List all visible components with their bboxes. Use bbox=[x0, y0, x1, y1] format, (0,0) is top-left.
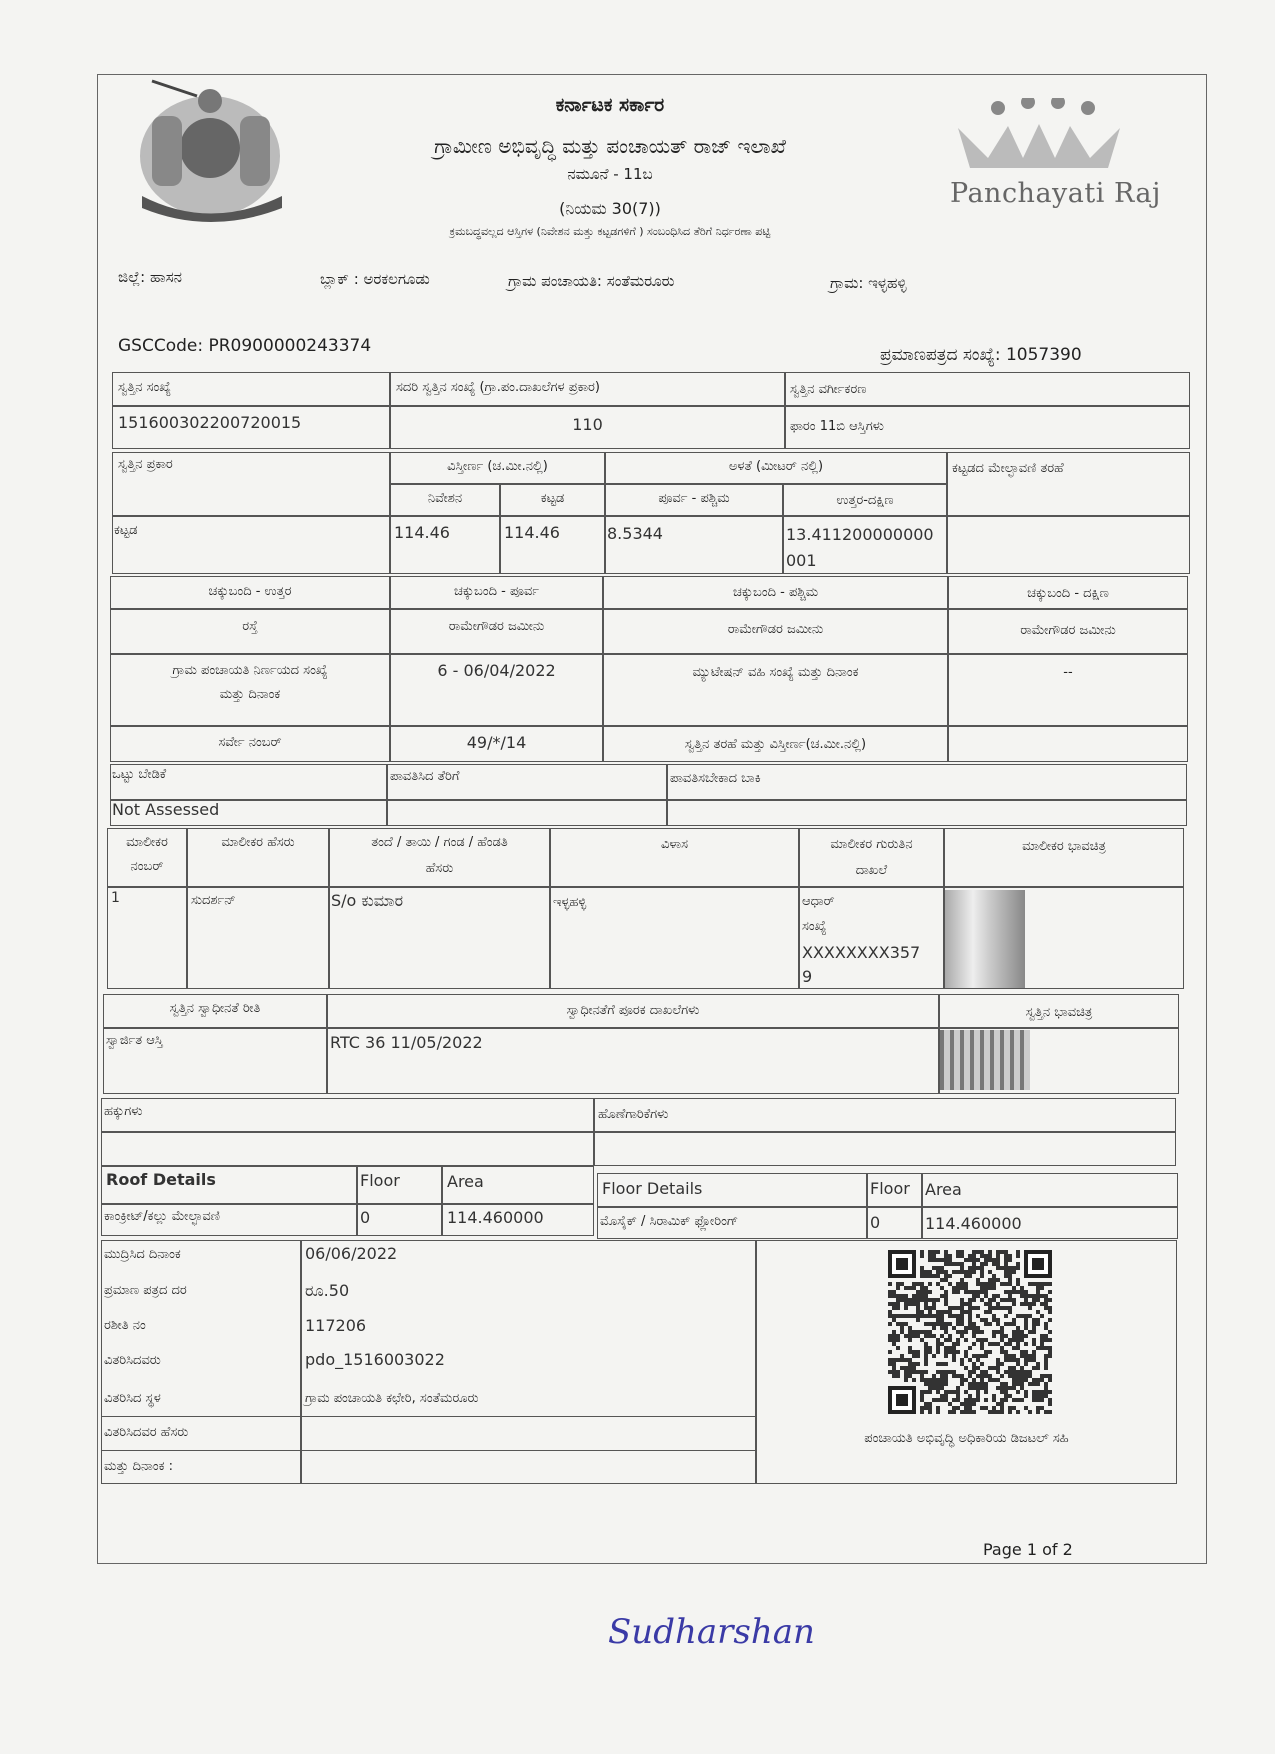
north-south-value-1: 13.411200000000 bbox=[786, 525, 934, 544]
old-number-label: ಸದರಿ ಸ್ವತ್ತಿನ ಸಂಖ್ಯೆ (ಗ್ರಾ.ಪಂ.ದಾಖಲೆಗಳ ಪ್ರಕಾರ) bbox=[396, 380, 600, 395]
resolution-value: 6 - 06/04/2022 bbox=[437, 661, 556, 680]
roof-type-value: ಕಾಂಕ್ರೀಟ್/ಕಲ್ಲು ಮೇಲ್ಛಾವಣಿ bbox=[104, 1209, 220, 1224]
header-form: ನಮೂನೆ - 11ಬ bbox=[567, 165, 653, 183]
floor-floor-header: Floor bbox=[870, 1179, 910, 1198]
building-area-value: 114.46 bbox=[504, 523, 560, 542]
owner-id-value-1: ಆಧಾರ್ bbox=[802, 894, 835, 909]
receipt-label: ರಶೀತಿ ನಂ bbox=[104, 1318, 146, 1333]
resolution-label-1: ಗ್ರಾಮ ಪಂಚಾಯತಿ ನಿರ್ಣಯದ ಸಂಖ್ಯೆ bbox=[172, 663, 328, 678]
boundary-south-value: ರಾಮೇಗೌಡರ ಜಮೀನು bbox=[1020, 623, 1116, 638]
fee-label: ಪ್ರಮಾಣ ಪತ್ರದ ದರ bbox=[104, 1283, 187, 1298]
property-photo bbox=[940, 1030, 1030, 1090]
roof-floor-header: Floor bbox=[360, 1171, 400, 1190]
classification-label: ಸ್ವತ್ತಿನ ವರ್ಗೀಕರಣ bbox=[790, 382, 867, 397]
area-label: ವಿಸ್ತೀರ್ಣ (ಚ.ಮೀ.ನಲ್ಲಿ) bbox=[447, 459, 548, 474]
certificate-number: ಪ್ರಮಾಣಪತ್ರದ ಸಂಖ್ಯೆ: 1057390 bbox=[880, 345, 1082, 365]
boundary-north-value: ರಸ್ತೆ bbox=[242, 619, 258, 634]
handwritten-signature: Sudharshan bbox=[608, 1612, 815, 1652]
mutation-value: -- bbox=[1063, 665, 1073, 680]
owner-number-label-1: ಮಾಲೀಕರ bbox=[126, 835, 168, 850]
issuer-name-label: ವಿತರಿಸಿದವರ ಹೆಸರು bbox=[104, 1425, 189, 1440]
floor-area-header: Area bbox=[925, 1180, 962, 1199]
print-date-label: ಮುದ್ರಿಸಿದ ದಿನಾಂಕ bbox=[104, 1247, 181, 1262]
karnataka-emblem bbox=[122, 76, 297, 231]
receipt-value: 117206 bbox=[305, 1316, 367, 1335]
building-label: ಕಟ್ಟಡ bbox=[540, 491, 565, 506]
print-date-value: 06/06/2022 bbox=[305, 1244, 398, 1263]
mutation-label: ಮ್ಯುಟೇಷನ್ ವಹಿ ಸಂಖ್ಯೆ ಮತ್ತು ದಿನಾಂಕ bbox=[692, 665, 859, 680]
property-type-value: ಕಟ್ಟಡ bbox=[114, 523, 138, 538]
digital-signature-caption: ಪಂಚಾಯತಿ ಅಭಿವೃದ್ಧಿ ಅಧಿಕಾರಿಯ ಡಿಜಟಲ್ ಸಹಿ bbox=[864, 1431, 1069, 1446]
total-demand-label: ಒಟ್ಟು ಬೇಡಿಕೆ bbox=[112, 767, 167, 782]
total-demand-value: Not Assessed bbox=[112, 800, 220, 819]
gsc-code: GSCCode: PR0900000243374 bbox=[118, 336, 372, 356]
boundary-west-value: ರಾಮೇಗೌಡರ ಜಮೀನು bbox=[727, 622, 824, 637]
owner-name-value: ಸುದರ್ಶನ್ bbox=[191, 893, 236, 908]
qr-code bbox=[888, 1250, 1052, 1414]
relation-label-1: ತಂದೆ / ತಾಯಿ / ಗಂಡ / ಹೆಂಡತಿ bbox=[371, 835, 508, 850]
old-number-value: 110 bbox=[572, 415, 603, 434]
survey-label: ಸರ್ವೇ ನಂಬರ್ bbox=[218, 735, 282, 750]
balance-due-label: ಪಾವತಿಸಬೇಕಾದ ಬಾಕಿ bbox=[670, 771, 761, 786]
owner-name-label: ಮಾಲೀಕರ ಹೆಸರು bbox=[221, 835, 295, 850]
owner-id-value-4: 9 bbox=[802, 967, 813, 986]
district: ಜಿಲ್ಲೆ: ಹಾಸನ bbox=[118, 268, 183, 286]
floor-details-title: Floor Details bbox=[602, 1179, 703, 1198]
property-id-value: 151600302200720015 bbox=[118, 413, 302, 432]
issuer-value: pdo_1516003022 bbox=[305, 1350, 445, 1369]
property-type-label: ಸ್ವತ್ತಿನ ಪ್ರಕಾರ bbox=[118, 457, 173, 472]
relation-label-2: ಹೆಸರು bbox=[425, 861, 454, 876]
village: ಗ್ರಾಮ: ಇಳ್ಳಹಳ್ಳಿ bbox=[830, 274, 907, 292]
roof-area-value: 114.460000 bbox=[447, 1208, 544, 1227]
roof-type-label: ಕಟ್ಟಡದ ಮೇಲ್ಛಾವಣಿ ತರಹೆ bbox=[952, 461, 1064, 476]
boundary-east-value: ರಾಮೇಗೌಡರ ಜಮೀನು bbox=[448, 619, 545, 634]
supporting-docs-label: ಸ್ವಾಧೀನತೆಗೆ ಪೂರಕ ದಾಖಲೆಗಳು bbox=[566, 1003, 700, 1018]
owner-id-value-2: ಸಂಖ್ಯೆ bbox=[802, 919, 827, 934]
floor-area-value: 114.460000 bbox=[925, 1214, 1022, 1233]
supporting-docs-value: RTC 36 11/05/2022 bbox=[330, 1033, 483, 1052]
north-south-label: ಉತ್ತರ-ದಕ್ಷಿಣ bbox=[836, 493, 894, 508]
site-label: ನಿವೇಶನ bbox=[427, 491, 463, 506]
address-label: ವಿಳಾಸ bbox=[661, 837, 688, 852]
issue-place-value: ಗ್ರಾಮ ಪಂಚಾಯತಿ ಕಛೇರಿ, ಸಂತೆಮರೂರು bbox=[305, 1391, 479, 1406]
acquisition-label: ಸ್ವತ್ತಿನ ಸ್ವಾಧೀನತೆ ರೀತಿ bbox=[169, 1001, 261, 1016]
boundary-south-label: ಚಕ್ಕುಬಂದಿ - ದಕ್ಷಿಣ bbox=[1027, 586, 1109, 601]
roof-details-title: Roof Details bbox=[106, 1170, 216, 1189]
tax-paid-label: ಪಾವತಿಸಿದ ತೆರಿಗೆ bbox=[390, 769, 460, 784]
boundary-north-label: ಚಕ್ಕುಬಂದಿ - ಉತ್ತರ bbox=[208, 584, 292, 599]
header-govt: ಕರ್ನಾಟಕ ಸರ್ಕಾರ bbox=[555, 94, 665, 116]
block: ಬ್ಲಾಕ್ : ಅರಕಲಗೂಡು bbox=[320, 270, 430, 288]
owner-number-label-2: ನಂಬರ್ bbox=[130, 859, 164, 874]
property-id-label: ಸ್ವತ್ತಿನ ಸಂಖ್ಯೆ bbox=[118, 380, 172, 395]
survey-value: 49/*/14 bbox=[466, 733, 527, 752]
header-dept: ಗ್ರಾಮೀಣ ಅಭಿವೃದ್ಧಿ ಮತ್ತು ಪಂಚಾಯತ್ ರಾಜ್ ಇಲಾಖೆ bbox=[434, 134, 786, 158]
address-value: ಇಳ್ಳಹಳ್ಳಿ bbox=[553, 895, 587, 910]
header-rule: (ನಿಯಮ 30(7)) bbox=[559, 199, 661, 218]
issuer-label: ವಿತರಿಸಿದವರು bbox=[104, 1353, 161, 1368]
owner-id-label-2: ದಾಖಲೆ bbox=[855, 863, 888, 878]
panchayati-raj-text: Panchayati Raj bbox=[950, 178, 1161, 209]
rights-label: ಹಕ್ಕುಗಳು bbox=[104, 1104, 143, 1119]
site-area-value: 114.46 bbox=[394, 523, 450, 542]
liabilities-label: ಹೊಣೆಗಾರಿಕೆಗಳು bbox=[598, 1107, 669, 1122]
dimension-label: ಅಳತೆ (ಮೀಟರ್ ನಲ್ಲಿ) bbox=[728, 459, 824, 474]
owner-id-label-1: ಮಾಲೀಕರ ಗುರುತಿನ bbox=[830, 837, 913, 852]
floor-floor-value: 0 bbox=[870, 1213, 881, 1232]
gram-panchayat: ಗ್ರಾಮ ಪಂಚಾಯತಿ: ಸಂತೆಮರೂರು bbox=[508, 272, 675, 290]
issue-date-label: ಮತ್ತು ದಿನಾಂಕ : bbox=[104, 1459, 173, 1474]
fee-value: ರೂ.50 bbox=[305, 1281, 350, 1300]
relation-value: S/o ಕುಮಾರ bbox=[331, 891, 404, 910]
issue-place-label: ವಿತರಿಸಿದ ಸ್ಥಳ bbox=[104, 1391, 161, 1406]
boundary-east-label: ಚಕ್ಕುಬಂದಿ - ಪೂರ್ವ bbox=[453, 584, 540, 599]
owner-number-value: 1 bbox=[111, 890, 120, 906]
header-desc: ಕ್ರಮಬದ್ಧವಲ್ಲದ ಆಸ್ತಿಗಳ (ನಿವೇಶನ ಮತ್ತು ಕಟ್ಟಡಗಳಿಗೆ ) ಸಂಬಂಧಿಸಿದ ತೆರಿಗೆ ನಿರ್ಧರಣಾ ಪಟ್ಟಿ bbox=[449, 225, 771, 238]
roof-floor-value: 0 bbox=[360, 1208, 371, 1227]
classification-value: ಫಾರಂ 11ಬಿ ಆಸ್ತಿಗಳು bbox=[790, 419, 884, 434]
roof-area-header: Area bbox=[447, 1172, 484, 1191]
property-photo-label: ಸ್ವತ್ತಿನ ಭಾವಚಿತ್ರ bbox=[1025, 1005, 1093, 1020]
acquisition-value: ಸ್ವಾರ್ಜಿತ ಆಸ್ತಿ bbox=[106, 1033, 163, 1048]
east-west-value: 8.5344 bbox=[607, 524, 663, 543]
boundary-west-label: ಚಕ್ಕುಬಂದಿ - ಪಶ್ಚಿಮ bbox=[732, 585, 819, 600]
page-number: Page 1 of 2 bbox=[983, 1540, 1073, 1559]
owner-photo-label: ಮಾಲೀಕರ ಭಾವಚಿತ್ರ bbox=[1022, 839, 1106, 854]
floor-type-value: ಮೊಸೈಕ್ / ಸಿರಾಮಿಕ್ ಫ್ಲೋರಿಂಗ್ bbox=[600, 1214, 739, 1229]
east-west-label: ಪೂರ್ವ - ಪಶ್ಚಿಮ bbox=[658, 491, 730, 506]
owner-id-value-3: XXXXXXXX357 bbox=[802, 943, 921, 962]
owner-photo bbox=[945, 890, 1025, 988]
north-south-value-2: 001 bbox=[786, 551, 817, 570]
resolution-label-2: ಮತ್ತು ದಿನಾಂಕ bbox=[219, 687, 281, 702]
property-kind-label: ಸ್ವತ್ತಿನ ತರಹೆ ಮತ್ತು ವಿಸ್ತೀರ್ಣ(ಚ.ಮೀ.ನಲ್ಲಿ) bbox=[684, 737, 867, 752]
